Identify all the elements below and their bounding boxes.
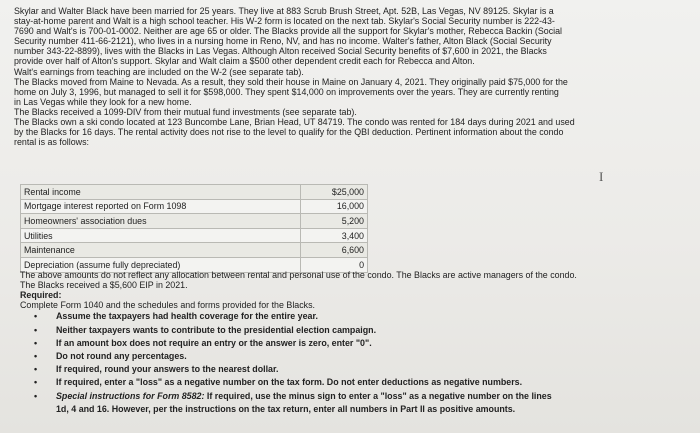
requirement-text: If an amount box does not require an entry or the answer is zero, enter "0". — [56, 337, 372, 348]
intro-line-1: Skylar and Walter Black have been married for 25 years. They live at 883 Scrub Brush Street, Apt. 52B, Las Vegas, NV 89125. Skylar is a — [14, 6, 554, 16]
intro-line-7: Walt's earnings from teaching are included on the W-2 (see separate tab). — [14, 66, 304, 77]
row-label: Utilities — [21, 228, 301, 243]
list-item — [20, 310, 690, 323]
requirement-text: If required, round your answers to the nearest dollar. — [56, 364, 279, 375]
row-amount: 5,200 — [301, 214, 368, 229]
list-item — [20, 324, 690, 337]
intro-line-6: provide over half of Alton's support. Skylar and Walt claim a $500 other dependent credit each for Rebecca and Alton. — [14, 56, 475, 67]
row-amount: 6,600 — [301, 243, 368, 258]
row-amount: 0 — [301, 257, 368, 272]
intro-line-13: by the Blacks for 16 days. The rental activity does not rise to the level to qualify for the QBI deduction. Pertinent information about the condo — [14, 127, 564, 138]
intro-line-11: The Blacks received a 1099-DIV from their mutual fund investments (see separate tab). — [14, 106, 357, 117]
bullet-icon: • — [34, 311, 38, 322]
intro-line-10: in Las Vegas while they look for a new home. — [14, 96, 192, 107]
bullet-icon: • — [34, 390, 38, 401]
bullet-icon: • — [34, 364, 38, 375]
list-item — [20, 390, 690, 416]
row-label: Homeowners' association dues — [21, 214, 301, 229]
special-prefix: Special instructions for Form 8582: — [56, 390, 205, 401]
row-label: Depreciation (assume fully depreciated) — [21, 257, 301, 272]
eip-note: The Blacks received a $5,600 EIP in 2021. — [20, 280, 188, 291]
requirement-text: Assume the taxpayers had health coverage for the entire year. — [56, 311, 318, 322]
intro-line-2: stay-at-home parent and Walt is a high school teacher. His W-2 form is located on the next tab. Skylar's Social Security number is 222-43- — [14, 16, 555, 27]
list-item — [20, 363, 690, 376]
intro-line-5: number 343-22-8899), lives with the Blacks in Las Vegas. Although Alton received Social Security benefits of $7,600 in 2021, the Blacks — [14, 46, 547, 57]
row-label: Rental income — [21, 185, 301, 200]
requirements-list — [20, 310, 690, 416]
row-amount: $25,000 — [301, 185, 368, 200]
row-amount: 3,400 — [301, 228, 368, 243]
requirement-text: If required, enter a "loss" as a negative number on the tax form. Do not enter deductions as negative numbers. — [56, 377, 523, 388]
table-row — [21, 228, 368, 243]
list-item — [20, 376, 690, 389]
table-row — [21, 199, 368, 214]
requirement-text: Do not round any percentages. — [56, 350, 187, 361]
intro-line-3: 7690 and Walt's is 700-01-0002. Neither are age 65 or older. The Blacks provide all the support for Skylar's mother, Rebecca Backin (Social — [14, 26, 563, 37]
row-label: Mortgage interest reported on Form 1098 — [21, 199, 301, 214]
table-row — [21, 214, 368, 229]
bullet-icon: • — [34, 324, 38, 335]
required-heading: Required: — [20, 290, 62, 301]
problem-text — [14, 6, 690, 147]
special-line-2: 1d, 4 and 16. However, per the instructions on the tax return, enter all numbers in Part II as positive amounts. — [56, 403, 516, 414]
table-row — [21, 185, 368, 200]
intro-line-4: Security number 411-66-2121), who lives in a nursing home in Reno, NV, and has no income. Walter's father, Alton Black (Social Security — [14, 36, 552, 47]
rental-info-table — [20, 184, 368, 273]
post-table-section — [20, 270, 690, 416]
bullet-icon: • — [34, 350, 38, 361]
list-item — [20, 337, 690, 350]
intro-line-12: The Blacks own a ski condo located at 123 Buncombe Lane, Brian Head, UT 84719. The condo was rented for 184 days during 2021 and used — [14, 117, 575, 128]
requirement-text: Neither taxpayers wants to contribute to the presidential election campaign. — [56, 324, 377, 335]
allocation-note: The above amounts do not reflect any allocation between rental and personal use of the condo. The Blacks are active managers of the condo. — [20, 270, 577, 280]
row-amount: 16,000 — [301, 199, 368, 214]
intro-line-9: home on July 3, 1996, but managed to sell it for $598,000. They spent $14,000 on improvements over the years. They are currently renting — [14, 86, 559, 97]
table-row — [21, 243, 368, 258]
bullet-icon: • — [34, 377, 38, 388]
required-text: Complete Form 1040 and the schedules and forms provided for the Blacks. — [20, 300, 316, 311]
text-cursor-icon: I — [599, 169, 604, 184]
list-item — [20, 350, 690, 363]
intro-line-8: The Blacks moved from Maine to Nevada. As a result, they sold their house in Maine on January 4, 2021. They originally paid $75,000 for the — [14, 76, 568, 87]
row-label: Maintenance — [21, 243, 301, 258]
special-line-1: If required, use the minus sign to enter a "loss" as a negative number on the lines — [204, 390, 552, 401]
intro-line-14: rental is as follows: — [14, 137, 89, 148]
bullet-icon: • — [34, 337, 38, 348]
